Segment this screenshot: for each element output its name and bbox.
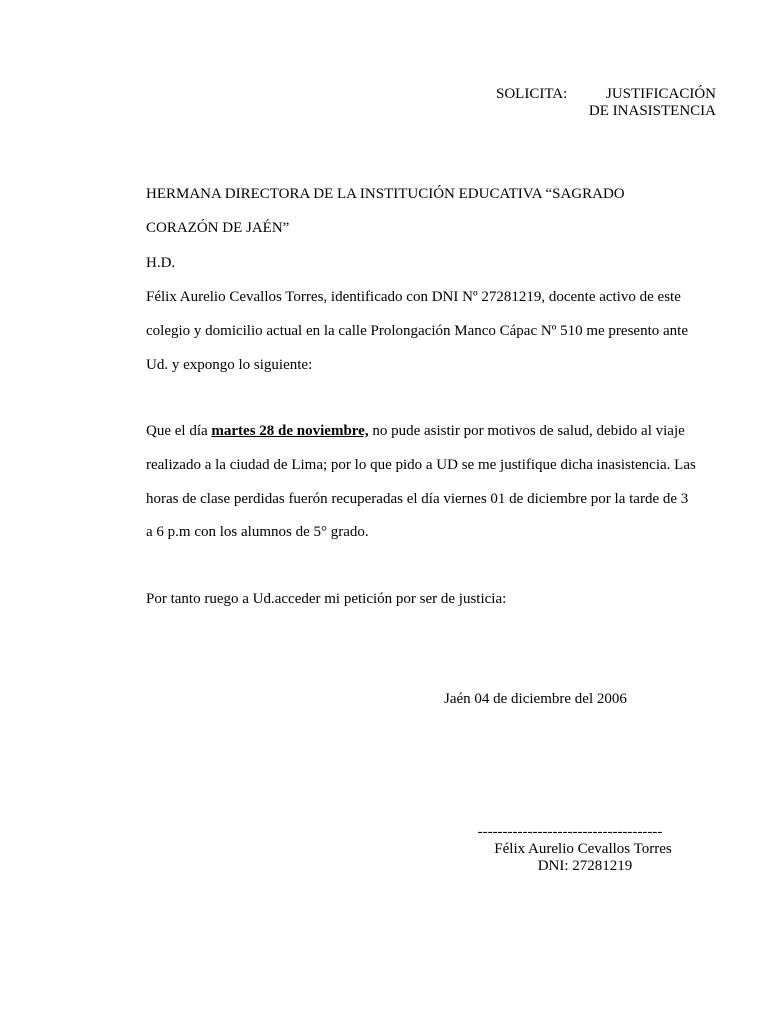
body-line-1-prefix: Que el día bbox=[146, 423, 212, 439]
body-line-3: horas de clase perdidas fuerón recuperadas el día viernes 01 de diciembre por la tarde de 3 bbox=[146, 491, 689, 507]
subject-line-1: JUSTIFICACIÓN bbox=[605, 86, 716, 102]
subject-label: SOLICITA: bbox=[496, 86, 568, 102]
signature-line: ------------------------------------- bbox=[477, 824, 663, 840]
intro-line-1: Félix Aurelio Cevallos Torres, identificado con DNI Nº 27281219, docente activo de este bbox=[146, 289, 681, 305]
body-line-2: realizado a la ciudad de Lima; por lo que pido a UD se me justifique dicha inasistencia. Las bbox=[146, 457, 696, 473]
closing-text: Por tanto ruego a Ud.acceder mi petición por ser de justicia: bbox=[146, 591, 507, 607]
absence-date-emphasis: martes 28 de noviembre, bbox=[211, 423, 369, 439]
subject-line-2: DE INASISTENCIA bbox=[588, 103, 716, 119]
body-line-4: a 6 p.m con los alumnos de 5° grado. bbox=[146, 524, 369, 540]
addressee-line-1: HERMANA DIRECTORA DE LA INSTITUCIÓN EDUCATIVA “SAGRADO bbox=[146, 186, 625, 202]
intro-line-2: colegio y domicilio actual en la calle Prolongación Manco Cápac Nº 510 me presento ante bbox=[146, 323, 688, 339]
date-line: Jaén 04 de diciembre del 2006 bbox=[444, 691, 627, 707]
body-line-1 bbox=[146, 422, 685, 440]
signature-block bbox=[460, 824, 680, 875]
intro-line-3: Ud. y expongo lo siguiente: bbox=[146, 357, 313, 373]
signature-dni: DNI: 27281219 bbox=[537, 858, 633, 874]
signature-name: Félix Aurelio Cevallos Torres bbox=[494, 841, 672, 857]
addressee-line-2: CORAZÓN DE JAÉN” bbox=[146, 220, 290, 236]
body-line-1-suffix: no pude asistir por motivos de salud, debido al viaje bbox=[368, 423, 685, 439]
addressee-line-3: H.D. bbox=[146, 255, 176, 271]
